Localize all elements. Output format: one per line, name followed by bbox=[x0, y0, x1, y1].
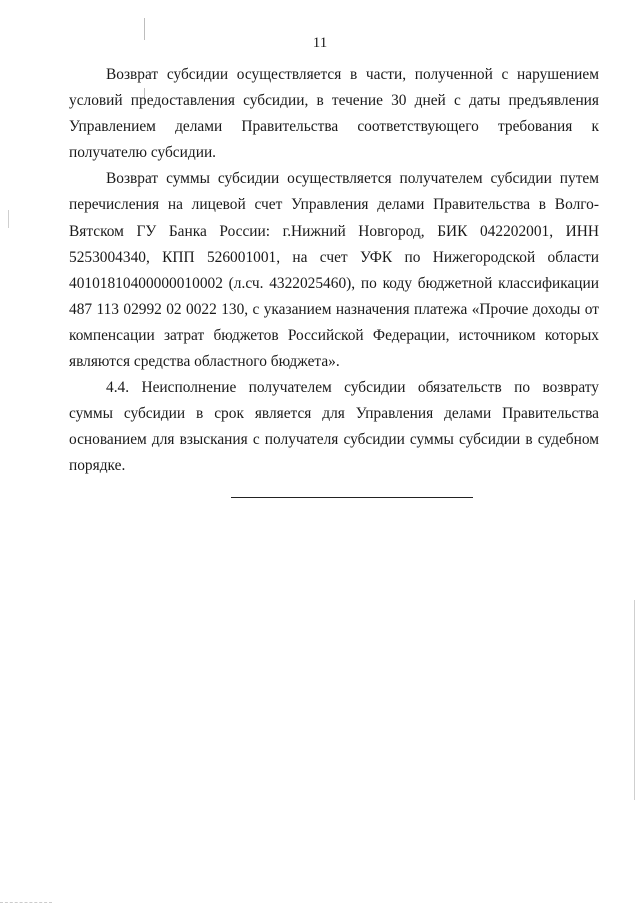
closing-separator-line bbox=[231, 497, 473, 498]
text-line: компенсации затрат бюджетов Российской Федерации, источником которых bbox=[69, 326, 599, 344]
text-line: порядке. bbox=[69, 457, 126, 475]
text-line: 4.4. Неисполнение получателем субсидии обязательств по возврату bbox=[106, 379, 599, 397]
text-line: условий предоставления субсидии, в течение 30 дней с даты предъявления bbox=[69, 92, 599, 110]
text-line: Управлением делами Правительства соответствующего требования к bbox=[69, 118, 599, 136]
scan-artifact-line bbox=[0, 902, 52, 903]
text-line: получателю субсидии. bbox=[69, 144, 217, 162]
text-line: Возврат субсидии осуществляется в части, полученной с нарушением bbox=[106, 66, 599, 83]
paragraph-payment-details bbox=[69, 166, 599, 375]
text-line: основанием для взыскания с получателя субсидии суммы субсидии в судебном bbox=[69, 431, 599, 449]
text-line: являются средства областного бюджета». bbox=[69, 353, 340, 371]
paragraph-return-of-subsidy bbox=[69, 62, 599, 166]
text-line: 487 113 02992 02 0022 130, с указанием назначения платежа «Прочие доходы от bbox=[69, 300, 599, 318]
text-line: 40101810400000010002 (л.сч. 4322025460), по коду бюджетной классификации bbox=[69, 274, 599, 292]
text-line: 5253004340, КПП 526001001, на счет УФК по Нижегородской области bbox=[69, 248, 599, 266]
text-line: перечисления на лицевой счет Управления делами Правительства в Волго- bbox=[69, 196, 599, 214]
text-line: Возврат суммы субсидии осуществляется получателем субсидии путем bbox=[106, 170, 599, 188]
text-line: Вятском ГУ Банка России: г.Нижний Новгород, БИК 042202001, ИНН bbox=[69, 222, 599, 240]
text-line: суммы субсидии в срок является для Управления делами Правительства bbox=[69, 405, 599, 423]
paragraph-4-4-non-fulfillment bbox=[69, 375, 599, 479]
page-number: 11 bbox=[312, 35, 328, 51]
scan-artifact-line bbox=[8, 210, 9, 228]
document-body bbox=[69, 62, 599, 480]
scan-artifact-line bbox=[634, 600, 635, 800]
